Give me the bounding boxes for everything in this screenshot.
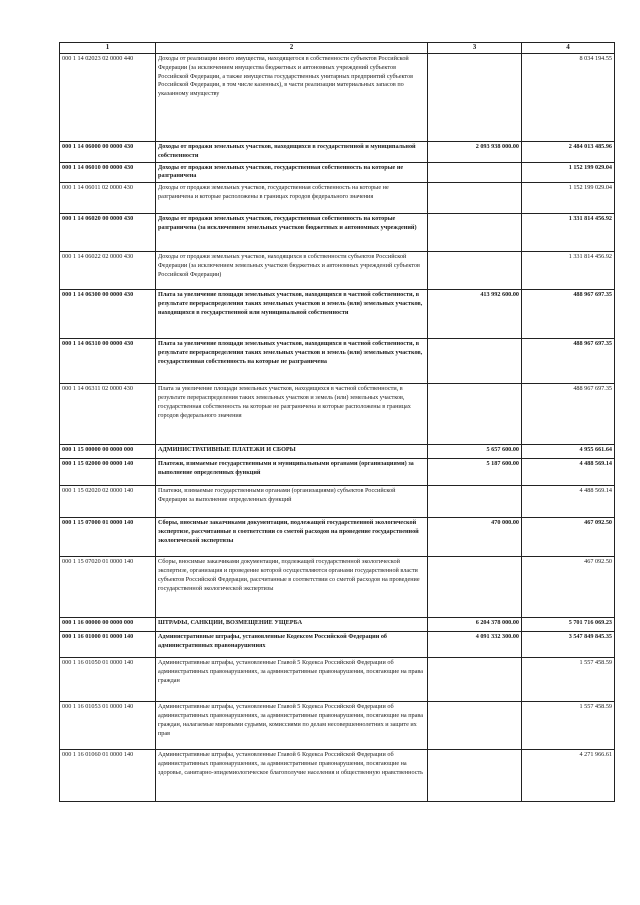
cell-code: 000 1 16 00000 00 0000 000 xyxy=(60,618,156,632)
cell-code: 000 1 15 02020 02 0000 140 xyxy=(60,486,156,518)
cell-fact: 467 092.50 xyxy=(522,518,615,557)
cell-fact: 1 557 458.59 xyxy=(522,702,615,750)
cell-plan: 2 093 938 000.00 xyxy=(428,141,522,162)
cell-code: 000 1 16 01053 01 0000 140 xyxy=(60,702,156,750)
column-header-3: 3 xyxy=(428,43,522,54)
cell-fact: 1 152 199 029.04 xyxy=(522,183,615,214)
cell-plan xyxy=(428,53,522,141)
table-row xyxy=(60,518,615,557)
column-header-2: 2 xyxy=(156,43,428,54)
table-row xyxy=(60,53,615,141)
cell-plan: 5 187 600.00 xyxy=(428,459,522,486)
cell-plan xyxy=(428,658,522,702)
revenue-table xyxy=(59,42,615,802)
cell-fact: 488 967 697.35 xyxy=(522,290,615,339)
cell-fact: 3 547 849 845.35 xyxy=(522,632,615,658)
cell-fact: 2 484 013 485.96 xyxy=(522,141,615,162)
cell-fact: 1 557 458.59 xyxy=(522,658,615,702)
table-header-row xyxy=(60,43,615,54)
cell-code: 000 1 15 00000 00 0000 000 xyxy=(60,445,156,459)
cell-code: 000 1 15 02000 00 0000 140 xyxy=(60,459,156,486)
cell-name: Плата за увеличение площади земельных участков, находящихся в частной собственности, в результате перераспределения таких земельных участков и земель (или) земельных участков, государственная собственность на которые не разграничена и которые расположены в границах городов федерального значения xyxy=(156,384,428,445)
cell-plan: 470 000.00 xyxy=(428,518,522,557)
cell-code: 000 1 14 06020 00 0000 430 xyxy=(60,214,156,252)
cell-plan: 5 657 600.00 xyxy=(428,445,522,459)
table-row xyxy=(60,486,615,518)
table-row xyxy=(60,214,615,252)
cell-fact: 467 092.50 xyxy=(522,557,615,618)
cell-code: 000 1 14 06022 02 0000 430 xyxy=(60,252,156,290)
cell-plan xyxy=(428,750,522,802)
cell-name: Плата за увеличение площади земельных участков, находящихся в частной собственности, в результате перераспределения таких земельных участков и земель (или) земельных участков, государственная собственность на которые не разграничена xyxy=(156,339,428,384)
cell-code: 000 1 14 02023 02 0000 440 xyxy=(60,53,156,141)
cell-code: 000 1 14 06311 02 0000 430 xyxy=(60,384,156,445)
table-row xyxy=(60,339,615,384)
cell-code: 000 1 14 06310 00 0000 430 xyxy=(60,339,156,384)
cell-fact: 4 271 966.61 xyxy=(522,750,615,802)
table-row xyxy=(60,658,615,702)
cell-name: Административные штрафы, установленные Главой 6 Кодекса Российской Федерации об административных правонарушениях, за административные правонарушения, посягающие на здоровье, санитарно-эпидемиологическое благополучие населения и общественную нравственность xyxy=(156,750,428,802)
cell-plan xyxy=(428,384,522,445)
table-row xyxy=(60,459,615,486)
cell-name: Платежи, взимаемые государственными органами (организациями) субъектов Российской Федерации за выполнение определенных функций xyxy=(156,486,428,518)
cell-plan xyxy=(428,486,522,518)
table-row xyxy=(60,183,615,214)
cell-fact: 5 701 716 069.23 xyxy=(522,618,615,632)
table-row xyxy=(60,162,615,183)
cell-plan xyxy=(428,557,522,618)
cell-name: Доходы от продажи земельных участков, государственная собственность на которые разграничена (за исключением земельных участков бюджетных и автономных учреждений) xyxy=(156,214,428,252)
cell-fact: 1 331 814 456.92 xyxy=(522,214,615,252)
cell-name: Платежи, взимаемые государственными и муниципальными органами (организациями) за выполнение определенных функций xyxy=(156,459,428,486)
cell-name: Административные штрафы, установленные Главой 5 Кодекса Российской Федерации об административных правонарушениях, за административные правонарушения, посягающие на права граждан xyxy=(156,658,428,702)
cell-code: 000 1 14 06011 02 0000 430 xyxy=(60,183,156,214)
cell-code: 000 1 14 06000 00 0000 430 xyxy=(60,141,156,162)
cell-code: 000 1 16 01000 01 0000 140 xyxy=(60,632,156,658)
table-body xyxy=(60,53,615,801)
cell-fact: 4 488 569.14 xyxy=(522,486,615,518)
table-row xyxy=(60,618,615,632)
cell-code: 000 1 16 01060 01 0000 140 xyxy=(60,750,156,802)
table-row xyxy=(60,290,615,339)
cell-name: АДМИНИСТРАТИВНЫЕ ПЛАТЕЖИ И СБОРЫ xyxy=(156,445,428,459)
table-row xyxy=(60,557,615,618)
table-row xyxy=(60,141,615,162)
cell-plan xyxy=(428,183,522,214)
cell-name: Сборы, вносимые заказчиками документации, подлежащей государственной экологической экспертизе, рассчитанные в соответствии со сметой расходов на проведение государственной экологической экспертизы xyxy=(156,518,428,557)
cell-plan: 6 204 378 000.00 xyxy=(428,618,522,632)
cell-name: Административные штрафы, установленные Главой 5 Кодекса Российской Федерации об административных правонарушениях, за административные правонарушения, посягающие на права граждан, налагаемые мировыми судьями, комиссиями по делам несовершеннолетних и защите их прав xyxy=(156,702,428,750)
cell-fact: 488 967 697.35 xyxy=(522,339,615,384)
cell-fact: 488 967 697.35 xyxy=(522,384,615,445)
column-header-1: 1 xyxy=(60,43,156,54)
table-row xyxy=(60,252,615,290)
cell-fact: 1 331 814 456.92 xyxy=(522,252,615,290)
cell-plan xyxy=(428,162,522,183)
cell-name: Доходы от реализации иного имущества, находящегося в собственности субъектов Российской Федерации (за исключением имущества бюджетных и автономных учреждений субъектов Российской Федерации, а также имущества государственных унитарных предприятий субъектов Российской Федерации, в том числе казенных), в части реализации материальных запасов по указанному имуществу xyxy=(156,53,428,141)
table-row xyxy=(60,702,615,750)
cell-plan xyxy=(428,252,522,290)
cell-plan xyxy=(428,339,522,384)
cell-fact: 8 034 194.55 xyxy=(522,53,615,141)
cell-name: Доходы от продажи земельных участков, государственная собственность на которые не разграничена и которые расположены в границах городов федерального значения xyxy=(156,183,428,214)
cell-fact: 4 955 661.64 xyxy=(522,445,615,459)
cell-name: Сборы, вносимые заказчиками документации, подлежащей государственной экологической экспертизе, организация и проведение которой осуществляются органами государственной власти субъектов Российской Федерации, рассчитанные в соответствии со сметой расходов на проведение государственной экологической экспертизы xyxy=(156,557,428,618)
table-row xyxy=(60,445,615,459)
cell-plan: 4 091 332 300.00 xyxy=(428,632,522,658)
cell-plan xyxy=(428,702,522,750)
cell-name: Доходы от продажи земельных участков, государственная собственность на которые не разграничена xyxy=(156,162,428,183)
table-row xyxy=(60,750,615,802)
cell-fact: 1 152 199 029.04 xyxy=(522,162,615,183)
table-row xyxy=(60,384,615,445)
cell-name: Плата за увеличение площади земельных участков, находящихся в частной собственности, в результате перераспределения таких земельных участков и земель (или) земельных участков, находящихся в государственной или муниципальной собственности xyxy=(156,290,428,339)
cell-code: 000 1 16 01050 01 0000 140 xyxy=(60,658,156,702)
cell-name: Доходы от продажи земельных участков, находящихся в государственной и муниципальной собственности xyxy=(156,141,428,162)
cell-code: 000 1 14 06010 00 0000 430 xyxy=(60,162,156,183)
cell-name: Доходы от продажи земельных участков, находящихся в собственности субъектов Российской Федерации (за исключением земельных участков бюджетных и автономных учреждений субъектов Российской Федерации) xyxy=(156,252,428,290)
cell-code: 000 1 15 07000 01 0000 140 xyxy=(60,518,156,557)
cell-code: 000 1 15 07020 01 0000 140 xyxy=(60,557,156,618)
cell-fact: 4 488 569.14 xyxy=(522,459,615,486)
cell-name: ШТРАФЫ, САНКЦИИ, ВОЗМЕЩЕНИЕ УЩЕРБА xyxy=(156,618,428,632)
column-header-4: 4 xyxy=(522,43,615,54)
table-row xyxy=(60,632,615,658)
cell-code: 000 1 14 06300 00 0000 430 xyxy=(60,290,156,339)
cell-plan xyxy=(428,214,522,252)
cell-name: Административные штрафы, установленные Кодексом Российской Федерации об административных правонарушениях xyxy=(156,632,428,658)
cell-plan: 413 992 600.00 xyxy=(428,290,522,339)
